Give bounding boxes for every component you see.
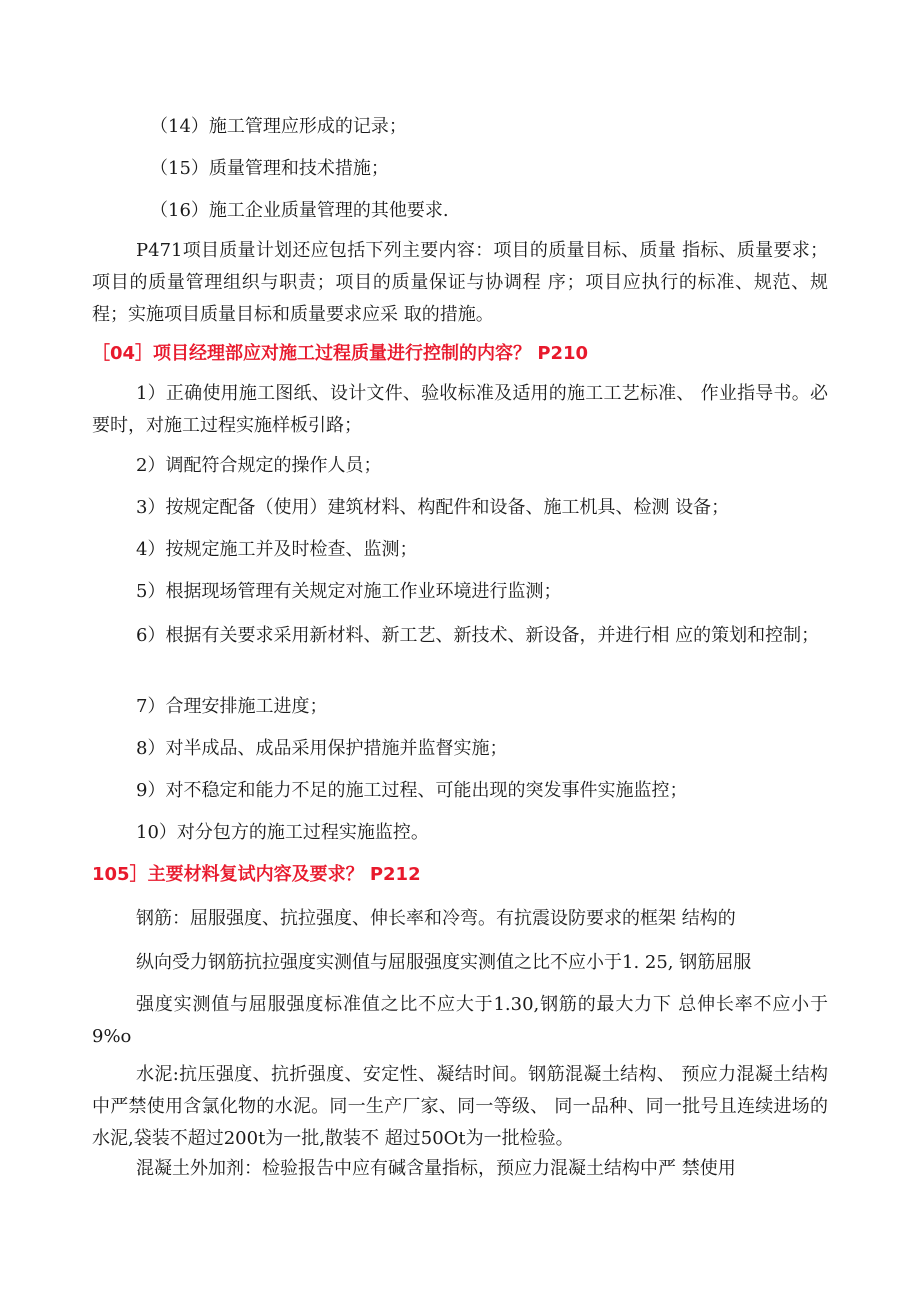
section-heading-05: 105］主要材料复试内容及要求？ P212 xyxy=(92,864,421,885)
list-item: 6）根据有关要求采用新材料、新工艺、新技术、新设备，并进行相 应的策划和控制； xyxy=(136,625,820,646)
list-item: 1）正确使用施工图纸、设计文件、验收标准及适用的施工工艺标准、 作业指导书。必要时，对施工过程实施样板引路； xyxy=(92,383,828,436)
list-item: 7）合理安排施工进度； xyxy=(136,696,328,717)
list-item: 4）按规定施工并及时检查、监测； xyxy=(136,539,418,560)
list-item: 8）对半成品、成品采用保护措施并监督实施； xyxy=(136,738,508,759)
steel-text-line: 钢筋：屈服强度、抗拉强度、伸长率和冷弯。有抗震设防要求的框架 结构的 xyxy=(136,908,736,929)
admixture-text-line: 混凝土外加剂：检验报告中应有碱含量指标，预应力混凝土结构中严 禁使用 xyxy=(136,1158,736,1179)
steel-text-paragraph: 强度实测值与屈服强度标准值之比不应大于1.30,钢筋的最大力下 总伸长率不应小于9%o xyxy=(92,994,828,1047)
section-heading-04: ［04］项目经理部应对施工过程质量进行控制的内容？ P210 xyxy=(92,343,589,364)
cement-paragraph: 水泥:抗压强度、抗折强度、安定性、凝结时间。钢筋混凝土结构、 预应力混凝土结构中严禁使用含氯化物的水泥。同一生产厂家、同一等级、 同一品种、同一批号且连续进场的水泥,袋装不超过200t为一批,散装不 超过50Ot为一批检验。 xyxy=(92,1064,828,1149)
list-item: （15）质量管理和技术措施； xyxy=(150,158,389,179)
list-item: 3）按规定配备（使用）建筑材料、构配件和设备、施工机具、检测 设备； xyxy=(136,497,730,518)
list-item: 5）根据现场管理有关规定对施工作业环境进行监测； xyxy=(136,581,562,602)
list-item: （14）施工管理应形成的记录； xyxy=(150,116,407,137)
list-item: 10）对分包方的施工过程实施监控。 xyxy=(136,822,429,843)
list-item: （16）施工企业质量管理的其他要求. xyxy=(150,200,449,221)
list-item: 2）调配符合规定的操作人员； xyxy=(136,455,382,476)
quality-plan-paragraph: P471项目质量计划还应包括下列主要内容：项目的质量目标、质量 指标、质量要求；项目的质量管理组织与职责；项目的质量保证与协调程 序；项目应执行的标准、规范、规程；实施项目质量目标和质量要求应采 取的措施。 xyxy=(92,240,828,325)
steel-text-line: 纵向受力钢筋抗拉强度实测值与屈服强度实测值之比不应小于1. 25, 钢筋屈服 xyxy=(136,952,752,973)
list-item: 9）对不稳定和能力不足的施工过程、可能出现的突发事件实施监控； xyxy=(136,780,688,801)
